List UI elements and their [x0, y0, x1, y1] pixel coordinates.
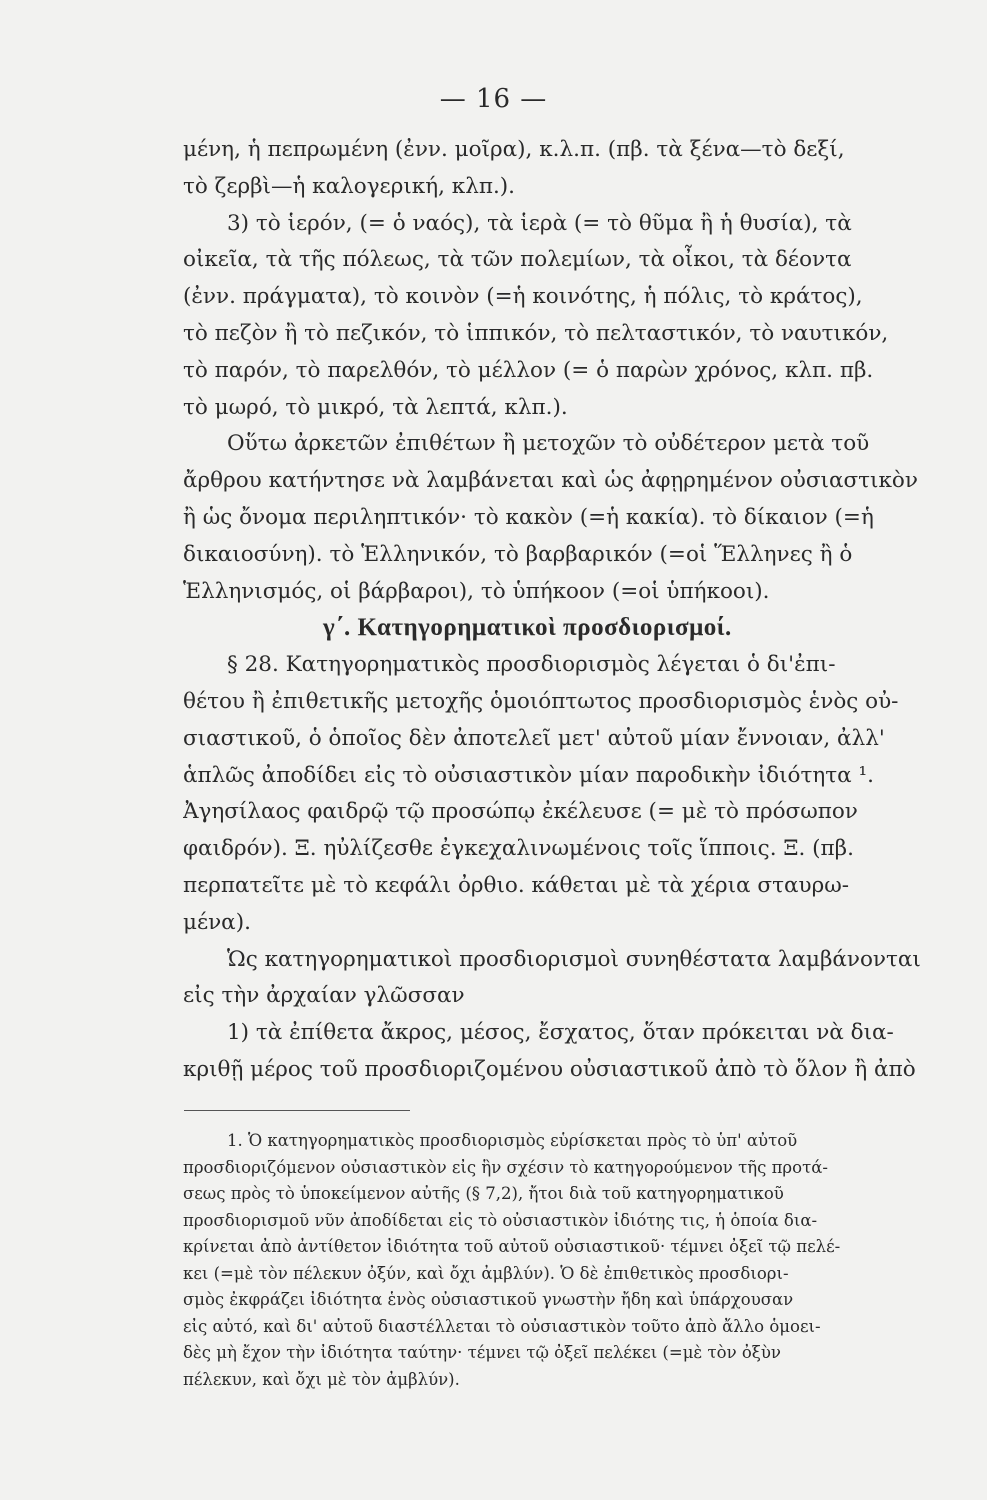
footnote-line: προσδιορισμοῦ νῦν ἀποδίδεται εἰς τὸ οὐσιαστικὸν ἰδιότης τις, ἡ ὁποία δια-: [183, 1210, 818, 1230]
text-line: ἢ ὡς ὄνομα περιληπτικόν· τὸ κακὸν (=ἡ κακία). τὸ δίκαιον (=ἡ: [183, 504, 874, 530]
text-line: τὸ ζερβὶ—ἡ καλογερική, κλπ.).: [183, 173, 516, 199]
text-line: 3) τὸ ἱερόν, (= ὁ ναός), τὰ ἱερὰ (= τὸ θῦμα ἢ ἡ θυσία), τὰ: [227, 210, 852, 236]
text-line: Ἑλληνισμός, οἱ βάρβαροι), τὸ ὑπήκοον (=οἱ ὑπήκοοι).: [183, 578, 770, 604]
text-line: φαιδρόν). Ξ. ηὐλίζεσθε ἐγκεχαλινωμένοις τοῖς ἵπποις. Ξ. (πβ.: [183, 836, 854, 862]
text-line: περπατεῖτε μὲ τὸ κεφάλι ὀρθιο. κάθεται μὲ τὰ χέρια σταυρω-: [183, 872, 850, 898]
footnote-line: σμὸς ἐκφράζει ἰδιότητα ἑνὸς οὐσιαστικοῦ γνωστὴν ἤδη καὶ ὑπάρχουσαν: [183, 1290, 794, 1309]
footnote-line: σεως πρὸς τὸ ὑποκείμενον αὐτῆς (§ 7,2), ἤτοι διὰ τοῦ κατηγορηματικοῦ: [183, 1184, 784, 1203]
text-line: οἰκεῖα, τὰ τῆς πόλεως, τὰ τῶν πολεμίων, τὰ οἶκοι, τὰ δέοντα: [183, 247, 852, 273]
footnote: [183, 1128, 961, 1393]
text-line: εἰς τὴν ἀρχαίαν γλῶσσαν: [183, 983, 465, 1009]
text-line: τὸ μωρό, τὸ μικρό, τὰ λεπτά, κλπ.).: [183, 394, 568, 420]
text-line: τὸ παρόν, τὸ παρελθόν, τὸ μέλλον (= ὁ παρὼν χρόνος, κλπ. πβ.: [183, 357, 874, 383]
text-line: σιαστικοῦ, ὁ ὁποῖος δὲν ἀποτελεῖ μετ' αὐτοῦ μίαν ἔννοιαν, ἀλλ': [183, 725, 885, 751]
footnote-line: κρίνεται ἀπὸ ἀντίθετον ἰδιότητα τοῦ αὐτοῦ οὐσιαστικοῦ· τέμνει ὀξεῖ τῷ πελέ-: [183, 1237, 841, 1256]
text-line: Ὡς κατηγορηματικοὶ προσδιορισμοὶ συνηθέστατα λαμβάνονται: [227, 946, 921, 972]
footnote-line: εἰς αὐτό, καὶ δι' αὐτοῦ διαστέλλεται τὸ οὐσιαστικὸν τοῦτο ἀπὸ ἄλλο ὁμοει-: [183, 1316, 821, 1336]
text-line: μένη, ἡ πεπρωμένη (ἐνν. μοῖρα), κ.λ.π. (πβ. τὰ ξένα—τὸ δεξί,: [183, 137, 845, 162]
text-line: § 28. Κατηγορηματικὸς προσδιορισμὸς λέγεται ὁ δι'ἐπι-: [227, 652, 836, 678]
section-heading: γ΄. Κατηγορηματικοὶ προσδιορισμοί.: [323, 614, 732, 642]
footnote-divider: [184, 1110, 410, 1111]
text-line: κριθῇ μέρος τοῦ προσδιοριζομένου οὐσιαστικοῦ ἀπὸ τὸ ὅλον ἢ ἀπὸ: [183, 1056, 916, 1082]
body-text: [183, 132, 961, 1089]
text-line: ἁπλῶς ἀποδίδει εἰς τὸ οὐσιαστικὸν μίαν παροδικὴν ἰδιότητα ¹.: [183, 762, 874, 788]
text-line: Ἀγησίλαος φαιδρῷ τῷ προσώπῳ ἐκέλευσε (= μὲ τὸ πρόσωπον: [183, 799, 858, 825]
text-line: ἄρθρου κατήντησε νὰ λαμβάνεται καὶ ὡς ἀφῃρημένον οὐσιαστικὸν: [183, 468, 918, 494]
page-number: — 16 —: [439, 84, 548, 114]
footnote-line: πέλεκυν, καὶ ὄχι μὲ τὸν ἀμβλύν).: [183, 1369, 460, 1389]
text-line: 1) τὰ ἐπίθετα ἄκρος, μέσος, ἔσχατος, ὅταν πρόκειται νὰ δια-: [227, 1020, 894, 1046]
text-line: δικαιοσύνη). τὸ Ἑλληνικόν, τὸ βαρβαρικόν (=οἱ Ἕλληνες ἢ ὁ: [183, 541, 853, 567]
text-line: τὸ πεζὸν ἢ τὸ πεζικόν, τὸ ἱππικόν, τὸ πελταστικόν, τὸ ναυτικόν,: [183, 320, 889, 346]
footnote-line: κει (=μὲ τὸν πέλεκυν ὀξύν, καὶ ὄχι ἀμβλύν). Ὁ δὲ ἐπιθετικὸς προσδιορι-: [183, 1263, 789, 1283]
text-line: Οὕτω ἀρκετῶν ἐπιθέτων ἢ μετοχῶν τὸ οὐδέτερον μετὰ τοῦ: [227, 431, 870, 457]
text-line: θέτου ἢ ἐπιθετικῆς μετοχῆς ὁμοιόπτωτος προσδιορισμὸς ἑνὸς οὐ-: [183, 688, 899, 714]
footnote-line: προσδιοριζόμενον οὐσιαστικὸν εἰς ἣν σχέσιν τὸ κατηγορούμενον τῆς προτά-: [183, 1157, 828, 1177]
footnote-line: δὲς μὴ ἔχον τὴν ἰδιότητα ταύτην· τέμνει τῷ ὀξεῖ πελέκει (=μὲ τὸν ὀξὺν: [183, 1343, 781, 1362]
text-line: μένα).: [183, 909, 251, 935]
text-line: (ἐνν. πράγματα), τὸ κοινὸν (=ἡ κοινότης, ἡ πόλις, τὸ κράτος),: [183, 284, 863, 310]
footnote-line: 1. Ὁ κατηγορηματικὸς προσδιορισμὸς εὑρίσκεται πρὸς τὸ ὑπ' αὐτοῦ: [227, 1131, 798, 1150]
